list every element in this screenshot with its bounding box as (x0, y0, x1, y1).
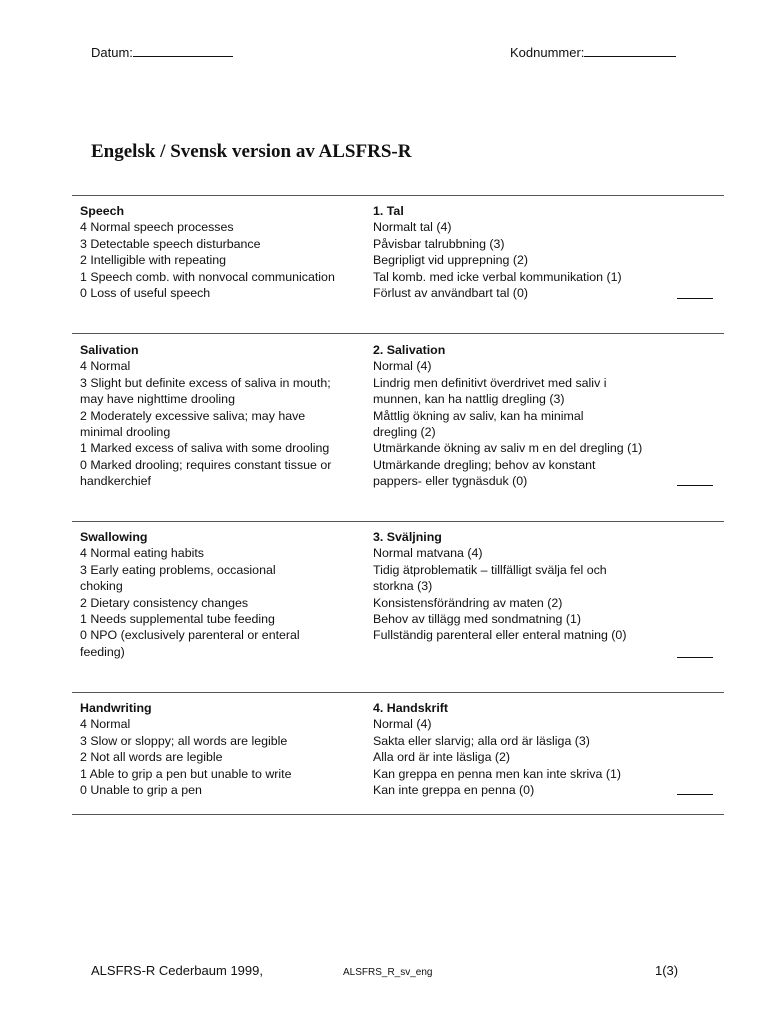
code-number-blank-line[interactable] (584, 44, 676, 57)
option-line: 4 Normal (80, 359, 131, 374)
option-line: feeding) (80, 644, 125, 659)
section-heading-en: Salivation (80, 343, 139, 357)
option-line: 1 Speech comb. with nonvocal communication (80, 269, 335, 284)
section-divider (72, 814, 724, 815)
option-line: 3 Detectable speech disturbance (80, 236, 261, 251)
option-line: 3 Early eating problems, occasional (80, 562, 276, 577)
section-divider (72, 692, 724, 693)
option-line: Utmärkande dregling; behov av konstant (373, 457, 596, 472)
option-line: Normalt tal (4) (373, 220, 452, 235)
score-blank-line[interactable] (677, 485, 713, 486)
date-blank-line[interactable] (133, 44, 233, 57)
english-column (80, 700, 362, 798)
option-line: 1 Able to grip a pen but unable to write (80, 766, 292, 781)
section-divider (72, 195, 724, 196)
option-line: Begripligt vid upprepning (2) (373, 253, 528, 268)
section-heading-sv: 3. Sväljning (373, 530, 442, 544)
code-number-label: Kodnummer: (510, 45, 585, 60)
score-blank-line[interactable] (677, 657, 713, 658)
option-line: may have nighttime drooling (80, 392, 235, 407)
option-line: 1 Needs supplemental tube feeding (80, 612, 275, 627)
footer-filename: ALSFRS_R_sv_eng (343, 967, 433, 978)
option-line: dregling (2) (373, 425, 436, 440)
option-line: handkerchief (80, 474, 151, 489)
option-line: Tal komb. med icke verbal kommunikation (1) (373, 269, 622, 284)
page-title: Engelsk / Svensk version av ALSFRS-R (91, 141, 412, 162)
section-heading-en: Swallowing (80, 530, 148, 544)
option-line: Normal matvana (4) (373, 546, 483, 561)
option-line: Behov av tillägg med sondmatning (1) (373, 612, 582, 627)
option-line: storkna (3) (373, 579, 433, 594)
score-blank-line[interactable] (677, 794, 713, 795)
section-heading-sv: 2. Salivation (373, 343, 446, 357)
swedish-column (373, 203, 663, 301)
option-line: Måttlig ökning av saliv, kan ha minimal (373, 408, 584, 423)
option-line: Kan inte greppa en penna (0) (373, 783, 535, 798)
option-line: 2 Moderately excessive saliva; may have (80, 408, 306, 423)
option-line: Alla ord är inte läsliga (2) (373, 750, 511, 765)
option-line: Konsistensförändring av maten (2) (373, 595, 563, 610)
option-line: 0 Marked drooling; requires constant tissue or (80, 457, 332, 472)
swedish-column (373, 342, 663, 490)
footer-citation: ALSFRS-R Cederbaum 1999, (91, 963, 263, 978)
section-divider (72, 333, 724, 334)
english-column (80, 529, 362, 660)
option-line: Förlust av användbart tal (0) (373, 286, 528, 301)
option-line: Normal (4) (373, 359, 432, 374)
section-divider (72, 521, 724, 522)
swedish-column (373, 529, 663, 644)
option-line: 0 NPO (exclusively parenteral or enteral (80, 628, 300, 643)
option-line: 2 Intelligible with repeating (80, 253, 227, 268)
swedish-column (373, 700, 663, 798)
option-line: pappers- eller tygnäsduk (0) (373, 474, 528, 489)
option-line: 1 Marked excess of saliva with some drooling (80, 441, 330, 456)
option-line: Lindrig men definitivt överdrivet med saliv i (373, 375, 607, 390)
date-field (91, 44, 233, 60)
english-column (80, 203, 362, 301)
option-line: Normal (4) (373, 717, 432, 732)
section-heading-sv: 4. Handskrift (373, 701, 449, 715)
option-line: Tidig ätproblematik – tillfälligt svälja fel och (373, 562, 607, 577)
option-line: Fullständig parenteral eller enteral matning (0) (373, 628, 627, 643)
option-line: minimal drooling (80, 425, 171, 440)
option-line: 0 Loss of useful speech (80, 286, 211, 301)
section-heading-sv: 1. Tal (373, 204, 404, 218)
option-line: Sakta eller slarvig; alla ord är läsliga (3) (373, 733, 590, 748)
option-line: 2 Not all words are legible (80, 750, 223, 765)
code-number-field (510, 44, 676, 60)
section-heading-en: Handwriting (80, 701, 152, 715)
option-line: 3 Slow or sloppy; all words are legible (80, 733, 288, 748)
option-line: Utmärkande ökning av saliv m en del dregling (1) (373, 441, 643, 456)
option-line: 4 Normal (80, 717, 131, 732)
option-line: 4 Normal speech processes (80, 220, 234, 235)
date-label: Datum: (91, 45, 133, 60)
score-blank-line[interactable] (677, 298, 713, 299)
option-line: munnen, kan ha nattlig dregling (3) (373, 392, 565, 407)
section-heading-en: Speech (80, 204, 125, 218)
option-line: 0 Unable to grip a pen (80, 783, 202, 798)
option-line: 2 Dietary consistency changes (80, 595, 249, 610)
option-line: 4 Normal eating habits (80, 546, 204, 561)
option-line: choking (80, 579, 123, 594)
option-line: Påvisbar talrubbning (3) (373, 236, 505, 251)
option-line: Kan greppa en penna men kan inte skriva (1) (373, 766, 621, 781)
english-column (80, 342, 362, 490)
page-number: 1(3) (655, 963, 679, 978)
option-line: 3 Slight but definite excess of saliva in mouth; (80, 375, 331, 390)
